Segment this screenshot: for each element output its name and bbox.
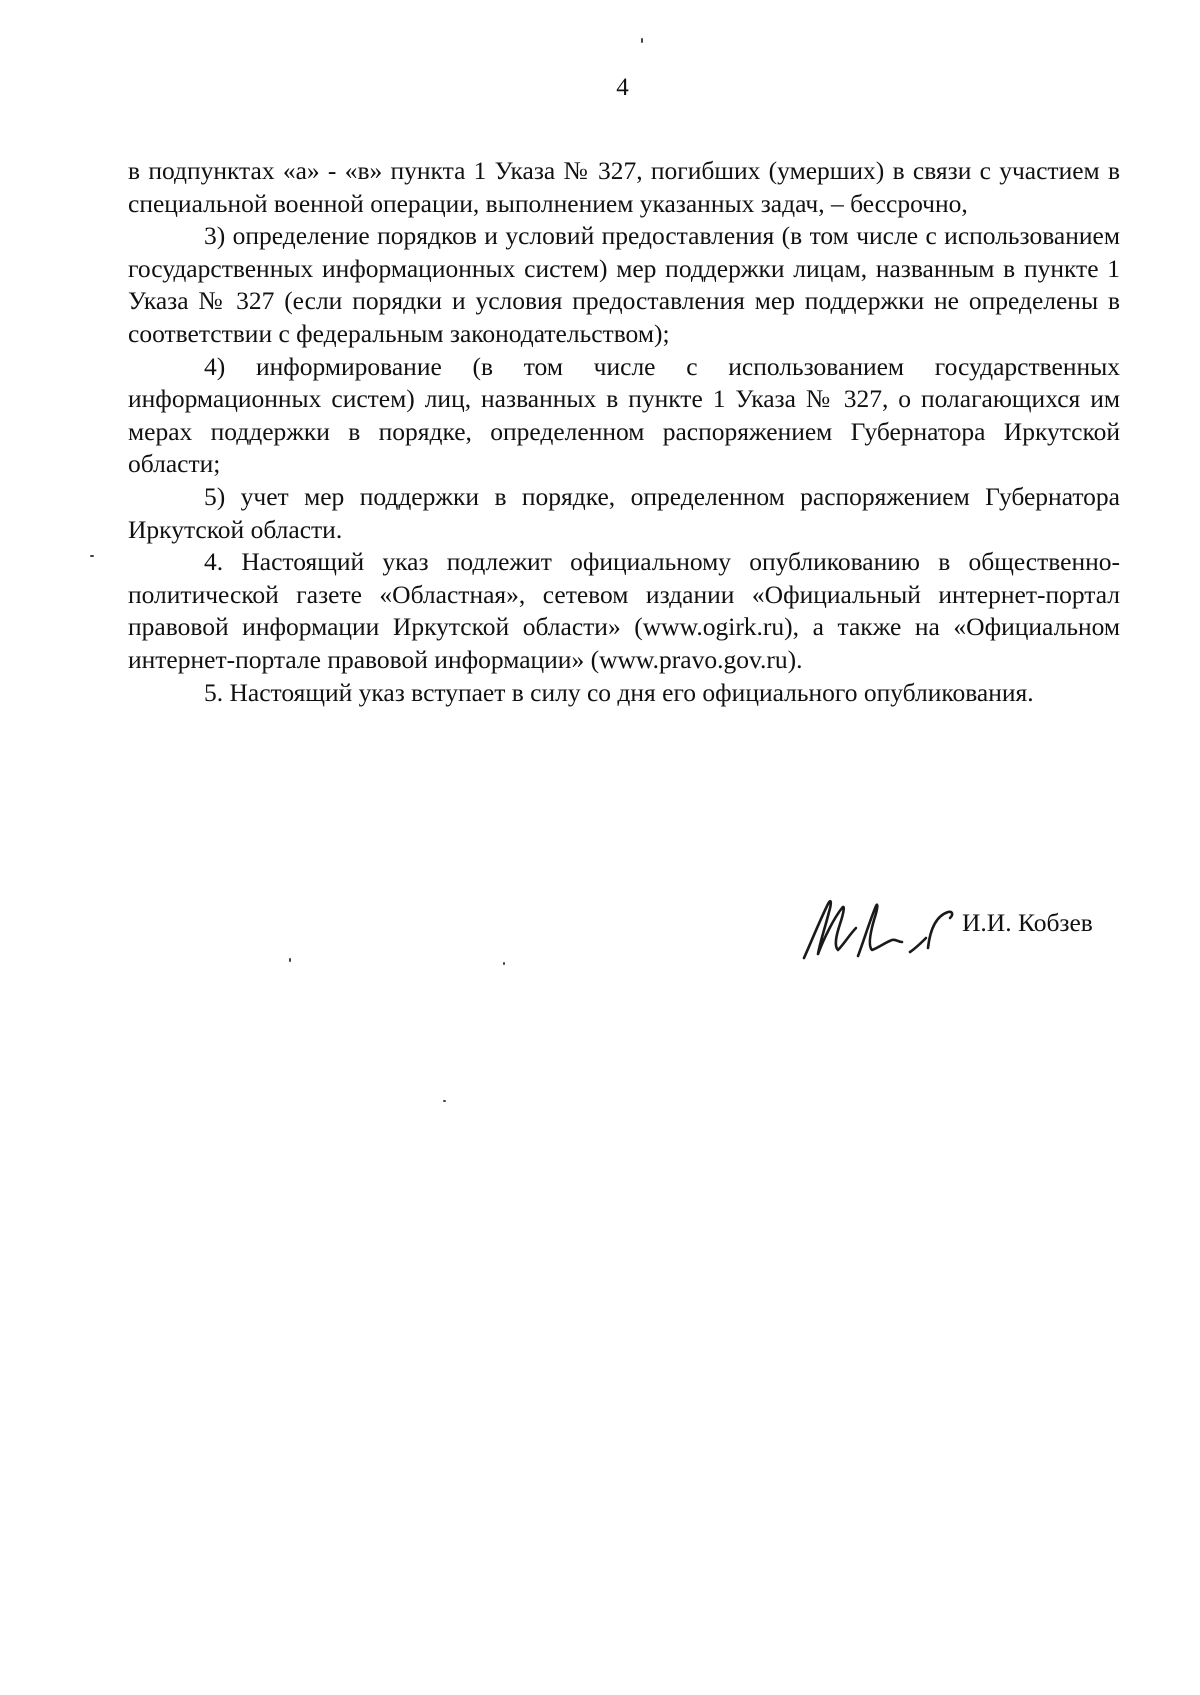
paragraph-section-4: 4. Настоящий указ подлежит официальному опубликованию в общественно-политической газете «Областная», сетевом издании «Официальный интернет-портал правовой информации Иркутской области» (www.ogirk.ru), а также на «Официальном интернет-портале правовой информации» (www.pravo.gov.ru). xyxy=(128,547,1120,674)
paragraph-item-4: 4) информирование (в том числе с использованием государственных информационных систем) лиц, названных в пункте 1 Указа № 327, о полагающихся им мерах поддержки в порядке, определенном распоряжением Губернатора Иркутской области; xyxy=(128,351,1120,479)
signer-name: И.И. Кобзев xyxy=(962,908,1093,937)
paragraph-item-5: 5) учет мер поддержки в порядке, определенном распоряжением Губернатора Иркутской области. xyxy=(128,481,1120,544)
scan-speck xyxy=(289,958,291,962)
scan-speck xyxy=(443,1100,446,1102)
scan-speck xyxy=(90,555,94,557)
scan-speck xyxy=(503,962,505,965)
paragraph-section-5: 5. Настоящий указ вступает в силу со дня его официального опубликования. xyxy=(204,677,1034,707)
signature-block xyxy=(798,878,1128,968)
document-body xyxy=(128,155,1120,709)
scan-speck xyxy=(641,38,643,43)
page-number: 4 xyxy=(616,74,629,101)
handwritten-signature xyxy=(798,878,958,968)
paragraph-continuation: в подпунктах «а» - «в» пункта 1 Указа № 327, погибших (умерших) в связи с участием в специальной военной операции, выполнением указанных задач, – бессрочно, xyxy=(128,156,1120,218)
paragraph-item-3: 3) определение порядков и условий предоставления (в том числе с использованием государственных информационных систем) мер поддержки лицам, названным в пункте 1 Указа № 327 (если порядки и условия предоставления мер поддержки не определены в соответствии с федеральным законодательством); xyxy=(128,221,1120,348)
